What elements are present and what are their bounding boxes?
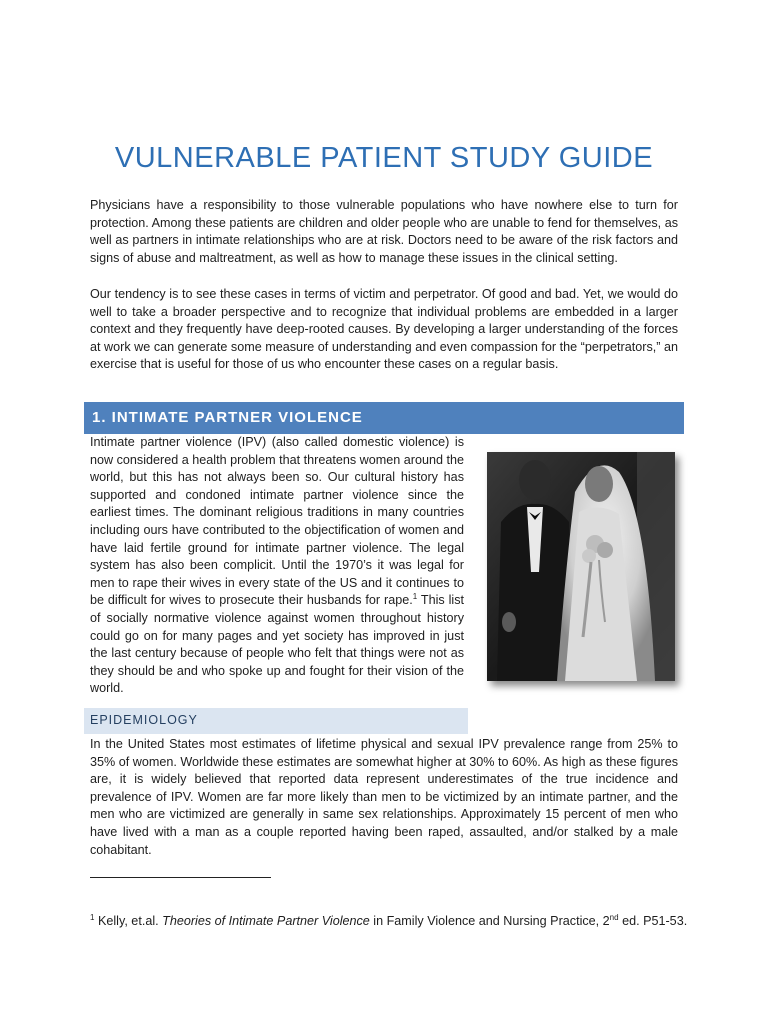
- footnote-edition-suffix: nd: [609, 912, 619, 922]
- epidemiology-heading: EPIDEMIOLOGY: [90, 713, 198, 727]
- ipv-text-part-1: Intimate partner violence (IPV) (also called domestic violence) is now considered a health problem that threatens women around the world, but this has not always been so. Our cultural history has supported and condoned intimate partner violence since the earliest times. The dominant religious traditions in many countries including ours have contributed to the objectification of women and have laid fertile ground for intimate partner violence. The legal system has also been complicit. Until the 1970’s it was legal for men to rape their wives in every state of the US and it continues to be difficult for wives to prosecute their husbands for rape.: [90, 435, 464, 608]
- intro-paragraph-2: Our tendency is to see these cases in terms of victim and perpetrator. Of good and bad. Yet, we would do well to take a broader perspective and to recognize that individual problems are embedded in a larger context and they frequently have deep-rooted causes. By developing a larger understanding of the forces at work we can generate some measure of understanding and even compassion for the “perpetrators,” an exercise that is useful for those of us who encounter these cases on a regular basis.: [90, 287, 678, 372]
- footnote-text-2: in Family Violence and Nursing Practice, 2: [369, 914, 610, 928]
- footnote-separator: [90, 877, 271, 878]
- document-title: VULNERABLE PATIENT STUDY GUIDE: [114, 142, 654, 174]
- ipv-text-part-2: This list of socially normative violence against women throughout history could go on for many pages and yet society has improved in just the last century because of people who felt that things were not as they should be and who spoke up and fought for their vision of the world.: [90, 593, 464, 696]
- wedding-photo-image: [487, 452, 675, 681]
- epidemiology-heading-bar: [84, 708, 468, 734]
- footnote-text-3: ed. P51-53.: [618, 914, 688, 928]
- footnote-text-1: Kelly, et.al.: [94, 914, 163, 928]
- footnote-number: 1: [90, 912, 95, 922]
- section-heading: 1. INTIMATE PARTNER VIOLENCE: [92, 409, 363, 426]
- wedding-photo: [487, 452, 675, 681]
- section-heading-bar: [84, 402, 684, 434]
- intro-paragraph-1: Physicians have a responsibility to those vulnerable populations who have nowhere else to turn for protection. Among these patients are children and older people who are unable to fend for themselves, as well as partners in intimate relationships who are at risk. Doctors need to be aware of the risk factors and signs of abuse and maltreatment, as well as how to manage these issues in the clinical setting.: [90, 198, 678, 265]
- ipv-paragraph: [90, 434, 464, 698]
- footnote-italic-title: Theories of Intimate Partner Violence: [162, 914, 370, 928]
- footnote-reference[interactable]: 1: [412, 592, 418, 602]
- footnote: [90, 914, 690, 928]
- epidemiology-paragraph: In the United States most estimates of lifetime physical and sexual IPV prevalence range from 25% to 35% of women. Worldwide these estimates are somewhat higher at 30% to 60%. As high as these figures are, it is widely believed that reported data represent underestimates of the true incidence and prevalence of IPV. Women are far more likely than men to be victimized by an intimate partner, and the men who are victimized are generally in same sex relationships. Approximately 15 percent of men who have lived with a man as a couple reported having been raped, assaulted, and/or stalked by a male cohabitant.: [90, 737, 678, 857]
